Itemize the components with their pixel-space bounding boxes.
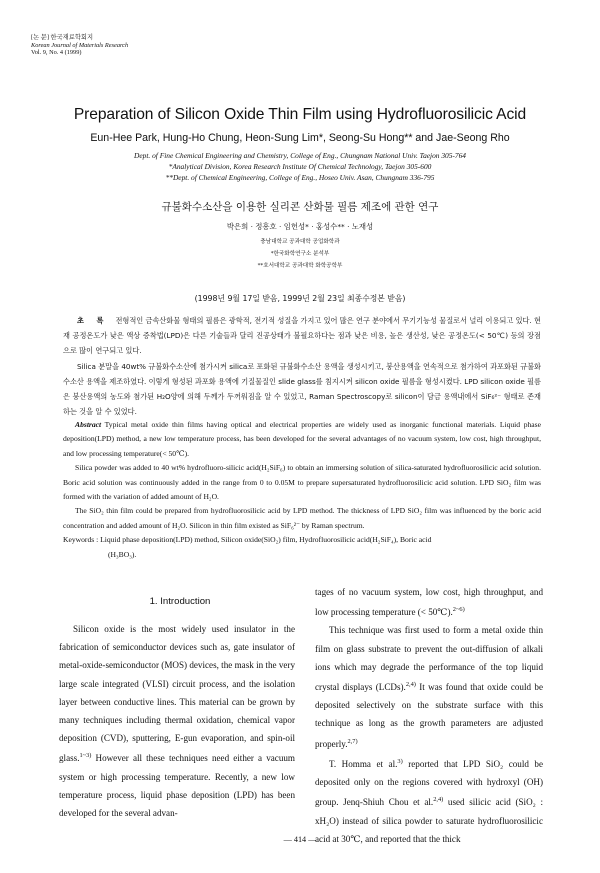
korean-title: 규불화수소산을 이용한 실리콘 산화물 필름 제조에 관한 연구	[161, 201, 439, 213]
journal-header	[31, 34, 128, 57]
affiliation-3: **Dept. of Chemical Engineering, College of Eng., Hoseo Univ. Asan, Chungnam 336-795	[165, 173, 435, 182]
korean-affiliation-2: *한국화학연구소 분석부	[270, 251, 330, 257]
korean-abstract-p1: 초 록 전형적인 금속산화물 형태의 필름은 광학적, 전기적 성질을 가지고 있어 많은 연구 분야에서 무기기능성 물질로서 널리 이용되고 있다. 현재 공정온도가 낮은 액상 증착법(LPD)은 다른 기술들과 달리 진공상태가 불필요하다는 점과 낮은 비용, 높은 생산성, 낮은 공정온도(< 50℃) 등의 장점으로 많이 연구되고 있다.	[63, 316, 541, 356]
column-left	[59, 620, 295, 822]
author-list: Eun-Hee Park, Hung-Ho Chung, Heon-Sung Lim*, Seong-Su Hong** and Jae-Seong Rho	[90, 132, 510, 144]
journal-header-english: Korean Journal of Materials Research	[31, 41, 129, 49]
keywords: Keywords : Liquid phase deposition(LPD) method, Silicon oxide(SiO₂) film, Hydrofluorosilicic acid(H₂SiF₄), Boric acid	[63, 535, 432, 545]
intro-paragraph-1: Silicon oxide is the most widely used insulator in the fabrication of semiconductor devices such as, gate insulator of metal-oxide-semiconductor (MOS) devices, the mask in the very large scale integrated (VLSI) circuit process, and the isolation layer between conductive lines. This material can be grown by many techniques including thermal oxidation, chemical vapor deposition (CVD), sputtering, E-gun evaporation, and spin-oil glass.$^{1\sim 3)}$ However all these techniques need either a vacuum system or high processing temperature. Recently, a new low temperature process, liquid phase deposition (LPD) has been developed for the several advan-	[59, 624, 295, 819]
english-abstract	[63, 418, 541, 562]
intro-paragraph-3: T. Homma et al.$^{3)}$ reported that LPD SiO₂ could be deposited only on the regions covered with hydroxyl (OH) group. Jenq-Shiuh Chou et al.$^{2,4)}$ used silicic acid (SiO₂ : xH₂O) instead of silica powder to saturate hydrofluorosilicic acid at 30℃, and reported that the thick	[315, 757, 543, 844]
intro-paragraph-1-cont: tages of no vacuum system, low cost, high throughput, and low processing temperature (< 50℃).$^{2\sim 6)}$	[315, 587, 543, 618]
korean-authors: 박은희 · 정흥호 · 임헌성* · 홍성수** · 노재성	[226, 222, 374, 231]
affiliation-1: Dept. of Fine Chemical Engineering and Chemistry, College of Eng., Chungnam National Univ. Taejon 305-764	[134, 151, 466, 160]
journal-volume: Vol. 9, No. 4 (1999)	[31, 49, 82, 57]
intro-paragraph-2: This technique was first used to form a metal oxide thin film on glass substrate to prevent the out-diffusion of alkali ions which may degrade the performance of the top liquid crystal displays (LCDs).$^{2,4)}$ It was found that oxide could be deposited selectively on the substrate surface with this technique as long as the growth parameters are adjusted properly.$^{2,7)}$	[315, 625, 543, 749]
abstract-p3: The SiO₂ thin film could be prepared from hydrofluorosilicic acid by LPD method. The thickness of LPD SiO₂ film was influenced by the boric acid concentration and added amount of H₂O. Silicon in thin film existed as SiF₆²⁻ by Raman spectrum.	[63, 506, 541, 530]
korean-abstract	[63, 313, 541, 419]
abstract-p2: Silica powder was added to 40 wt% hydrofluoro-silicic acid(H₂SiF₆) to obtain an immersing solution of silica-saturated hydrofluorosilicic acid solution. Boric acid solution was continuously added in the range from 0 to 0.05M to prepare supersaturated hydrofluorosilicic acid solution. LPD SiO₂ film was formed with the variation of added amount of H₂O.	[63, 463, 541, 502]
korean-affiliation-3: **호서대학교 공과대학 화학공학부	[257, 263, 343, 269]
abstract-label: Abstract	[75, 420, 102, 429]
korean-abstract-p2: Silica 분말을 40wt% 규불화수소산에 첨가시켜 silica로 포화된 규불화수소산 용액을 생성시키고, 붕산용액을 연속적으로 첨가하여 과포화된 규불화수소산 용액을 제조하였다. 이렇게 형성된 과포화 용액에 기질물질인 slide glass를 침지시켜 silicon oxide 필름을 형성시켰다. LPD silicon oxide 필름은 붕산용액의 농도와 첨가된 H₂O양에 의해 두께가 두꺼워짐을 알 수 있었고, Raman Spectroscopy로 silicon이 담금 용액내에서 SiF₆²⁻ 형태로 존재하는 것을 알 수 있었다.	[63, 361, 541, 417]
keywords-label: Keywords :	[63, 535, 99, 545]
received-dates: (1998년 9월 17일 받음, 1999년 2월 23일 최종수정본 받음)	[194, 294, 406, 303]
korean-abstract-label: 초 록	[77, 316, 104, 325]
keywords-continued: (H₃BO₃).	[108, 549, 137, 559]
column-right	[315, 583, 543, 848]
affiliation-2: *Analytical Division, Korea Research Institute Of Chemical Technology, Taejon 305-600	[168, 162, 432, 171]
paper-title: Preparation of Silicon Oxide Thin Film using Hydrofluorosilicic Acid	[73, 106, 527, 123]
journal-header-korean: [논 문] 한국재료학회지	[31, 34, 94, 41]
page-number: — 414 —	[283, 835, 317, 844]
section-heading: 1. Introduction	[149, 596, 211, 607]
abstract-p1: Abstract Typical metal oxide thin films having optical and electrical properties are widely used as inorganic functional materials. Liquid phase deposition(LPD) method, a new low temperature process, has been developed for the several advantages of no vacuum system, low cost, high throughput, and low processing temperature(< 50℃).	[63, 420, 541, 458]
korean-affiliation-1: 충남대학교 공과대학 공업화학과	[260, 239, 340, 245]
